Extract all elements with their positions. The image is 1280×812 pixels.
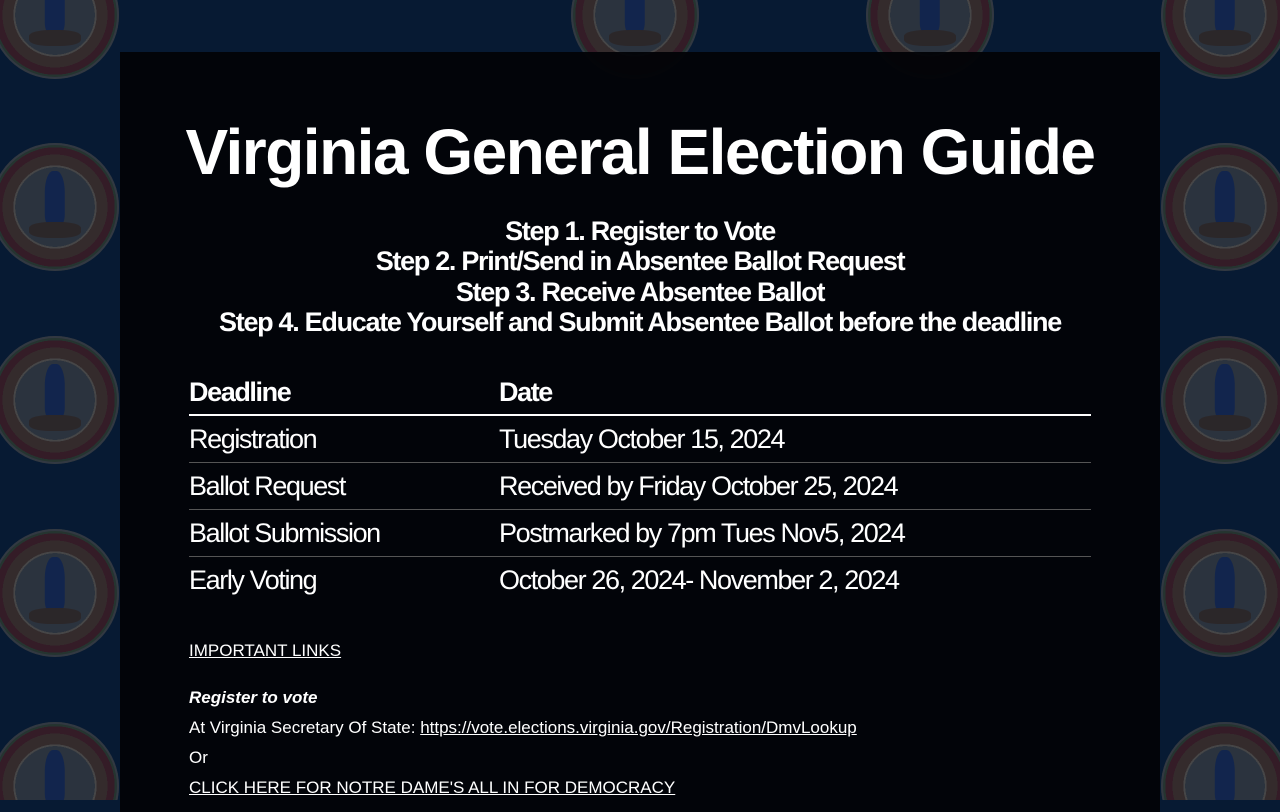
virginia-seal-icon: [1161, 0, 1280, 79]
sos-prefix: At Virginia Secretary Of State:: [189, 718, 421, 737]
date-cell: Received by Friday October 25, 2024: [499, 463, 1091, 510]
or-text: Or: [189, 748, 208, 767]
date-cell: Postmarked by 7pm Tues Nov5, 2024: [499, 510, 1091, 557]
step-2: Step 2. Print/Send in Absentee Ballot Request: [375, 246, 905, 277]
table-row: [189, 557, 1091, 604]
deadlines-table: [189, 370, 1091, 603]
sos-line: [189, 713, 857, 743]
important-links-link[interactable]: IMPORTANT LINKS: [189, 641, 342, 660]
table-row: [189, 463, 1091, 510]
column-header-date: Date: [499, 370, 1091, 415]
virginia-seal-icon: [0, 529, 119, 657]
deadline-cell: Ballot Submission: [189, 510, 499, 557]
deadline-cell: Registration: [189, 415, 499, 463]
virginia-seal-icon: [1161, 336, 1280, 464]
table-header-row: [189, 370, 1091, 415]
register-heading: Register to vote: [189, 688, 318, 707]
step-4: Step 4. Educate Yourself and Submit Absentee Ballot before the deadline: [219, 306, 1061, 337]
date-cell: Tuesday October 15, 2024: [499, 415, 1091, 463]
table-row: [189, 415, 1091, 463]
virginia-seal-icon: [1161, 529, 1280, 657]
sos-registration-link[interactable]: https://vote.elections.virginia.gov/Registration/DmvLookup: [420, 718, 857, 737]
step-3: Step 3. Receive Absentee Ballot: [455, 276, 825, 307]
column-header-deadline: Deadline: [189, 370, 499, 415]
deadline-cell: Early Voting: [189, 564, 317, 595]
important-links-section: [189, 636, 857, 803]
virginia-seal-icon: [0, 722, 119, 800]
table-row: [189, 510, 1091, 557]
virginia-seal-icon: [0, 0, 119, 79]
step-1: Step 1. Register to Vote: [505, 216, 775, 246]
virginia-seal-icon: [0, 336, 119, 464]
deadline-cell: Ballot Request: [189, 463, 499, 510]
page-title: Virginia General Election Guide: [185, 116, 1095, 188]
virginia-seal-icon: [1161, 722, 1280, 800]
steps-list: [0, 216, 1280, 337]
date-cell: October 26, 2024- November 2, 2024: [499, 564, 899, 595]
notre-dame-link[interactable]: CLICK HERE FOR NOTRE DAME'S ALL IN FOR DEMOCRACY: [189, 778, 676, 797]
